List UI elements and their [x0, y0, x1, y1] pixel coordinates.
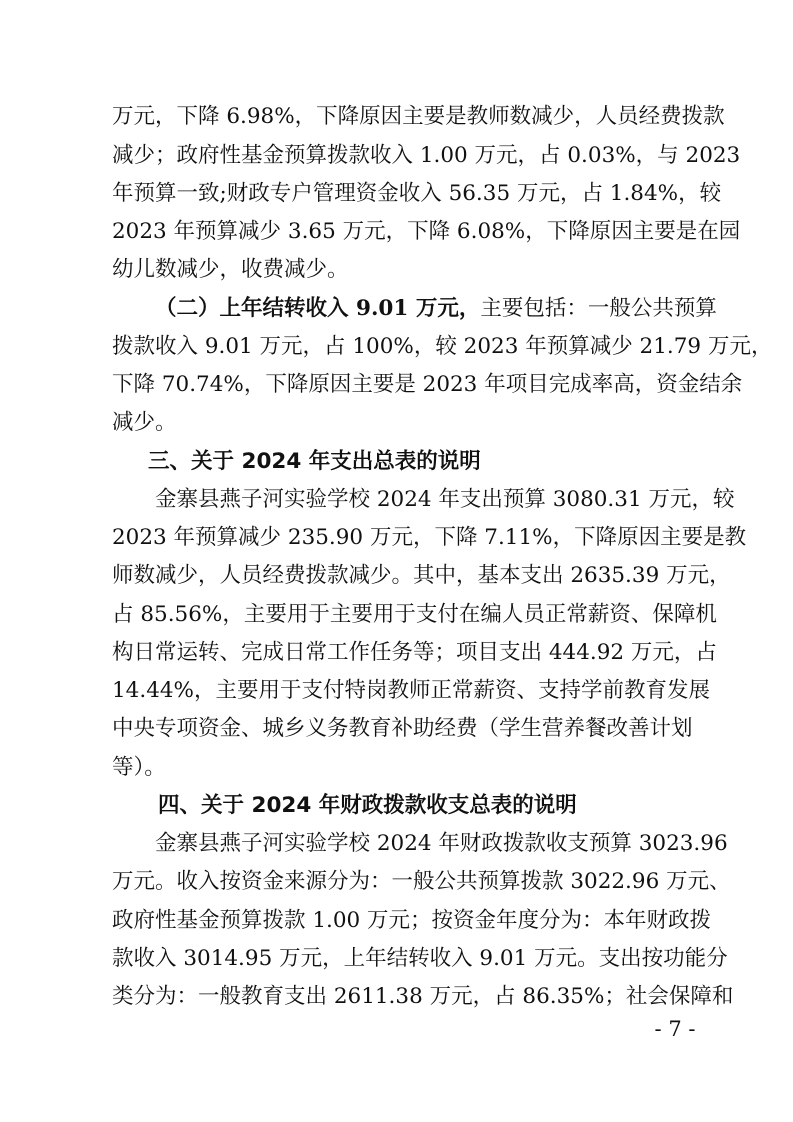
text-line: 师数减少，人员经费拨款减少。其中，基本支出 2635.39 万元， [112, 563, 731, 588]
section-heading: 三、关于 2024 年支出总表的说明 [148, 449, 481, 474]
text-line: 占 85.56%，主要用于主要用于支付在编人员正常薪资、保障机 [112, 602, 717, 627]
paragraph-first-line [155, 291, 717, 327]
text-line: 减少；政府性基金预算拨款收入 1.00 万元，占 0.03%，与 2023 [112, 143, 741, 168]
text-line: 等）。 [112, 755, 166, 780]
text-line: 万元。收入按资金来源分为：一般公共预算拨款 3022.96 万元、 [112, 869, 731, 894]
text-line: 14.44%，主要用于支付特岗教师正常薪资、支持学前教育发展 [112, 678, 710, 703]
text-line: 减少。 [112, 410, 177, 435]
text-line: 年预算一致;财政专户管理资金收入 56.35 万元，占 1.84%，较 [112, 181, 722, 206]
text-line: 拨款收入 9.01 万元，占 100%，较 2023 年预算减少 21.79 万元， [112, 334, 773, 359]
text-line: 万元，下降 6.98%，下降原因主要是教师数减少，人员经费拨款 [112, 104, 725, 129]
section-subheading: （二）上年结转收入 9.01 万元， [155, 296, 481, 321]
text-line: 中央专项资金、城乡义务教育补助经费（学生营养餐改善计划 [112, 716, 693, 741]
text-line: 金寨县燕子河实验学校 2024 年支出预算 3080.31 万元，较 [155, 487, 735, 512]
text-line: 款收入 3014.95 万元，上年结转收入 9.01 万元。支出按功能分 [112, 946, 728, 971]
text-line: 类分为：一般教育支出 2611.38 万元，占 86.35%；社会保障和 [112, 984, 734, 1009]
page-number: - 7 - [654, 1017, 696, 1041]
text-line: 幼儿数减少，收费减少。 [112, 257, 349, 282]
text-line: 2023 年预算减少 3.65 万元，下降 6.08%，下降原因主要是在园 [112, 219, 741, 244]
text-line: 政府性基金预算拨款 1.00 万元；按资金年度分为：本年财政拨 [112, 908, 712, 933]
section-heading: 四、关于 2024 年财政拨款收支总表的说明 [158, 793, 577, 818]
text-line: 金寨县燕子河实验学校 2024 年财政拨款收支预算 3023.96 [155, 831, 728, 856]
text-line: 2023 年预算减少 235.90 万元，下降 7.11%，下降原因主要是教 [112, 525, 747, 550]
text-span: 主要包括：一般公共预算 [480, 296, 717, 321]
text-line: 构日常运转、完成日常工作任务等；项目支出 444.92 万元，占 [112, 640, 717, 665]
text-line: 下降 70.74%，下降原因主要是 2023 年项目完成率高，资金结余 [112, 372, 743, 397]
